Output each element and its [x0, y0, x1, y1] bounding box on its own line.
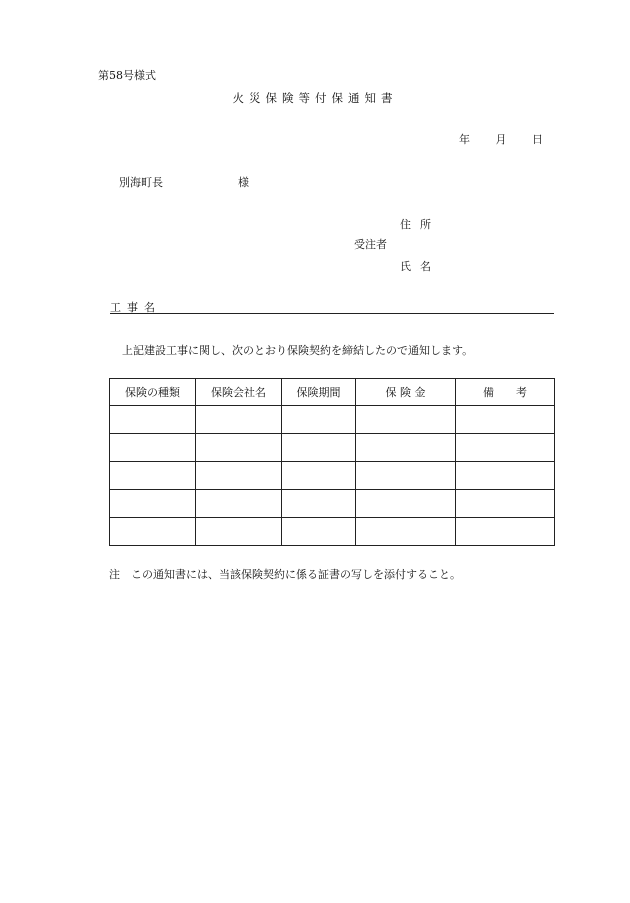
header-insurance-period: 保険期間: [282, 379, 356, 406]
table-cell[interactable]: [356, 518, 456, 546]
header-remarks: 備 考: [456, 379, 555, 406]
document-title: 火災保険等付保通知書: [232, 91, 398, 105]
table-cell[interactable]: [196, 406, 282, 434]
table-cell[interactable]: [456, 434, 555, 462]
table-row: [110, 490, 555, 518]
insurance-table: [109, 378, 555, 546]
contractor-address-label: 住所: [400, 218, 440, 231]
table-cell[interactable]: [456, 518, 555, 546]
notice-body-text: 上記建設工事に関し、次のとおり保険契約を締結したので通知します。: [122, 344, 474, 357]
table-cell[interactable]: [282, 490, 356, 518]
project-name-label: 工事名: [110, 301, 161, 314]
table-cell[interactable]: [282, 406, 356, 434]
table-cell[interactable]: [196, 434, 282, 462]
form-number: 第58号様式: [98, 69, 156, 82]
table-cell[interactable]: [196, 490, 282, 518]
addressee-name: 別海町長: [119, 176, 163, 189]
contractor-name-label: 氏名: [400, 260, 440, 273]
attachment-note: 注 この通知書には、当該保険契約に係る証書の写しを添付すること。: [109, 568, 461, 581]
table-row: [110, 462, 555, 490]
table-cell[interactable]: [110, 462, 196, 490]
table-cell[interactable]: [356, 406, 456, 434]
table-cell[interactable]: [196, 462, 282, 490]
table-cell[interactable]: [110, 518, 196, 546]
table-cell[interactable]: [356, 490, 456, 518]
table-row: [110, 406, 555, 434]
table-row: [110, 434, 555, 462]
table-cell[interactable]: [456, 490, 555, 518]
table-row: [110, 518, 555, 546]
table-cell[interactable]: [356, 434, 456, 462]
date-row: [459, 131, 543, 147]
table-cell[interactable]: [282, 518, 356, 546]
table-cell[interactable]: [110, 434, 196, 462]
table-cell[interactable]: [356, 462, 456, 490]
table-cell[interactable]: [282, 462, 356, 490]
contractor-label: 受注者: [354, 238, 387, 251]
addressee-honorific: 様: [238, 176, 249, 189]
date-day-label: 日: [532, 133, 543, 146]
table-cell[interactable]: [110, 490, 196, 518]
table-header-row: [110, 379, 555, 406]
table-cell[interactable]: [282, 434, 356, 462]
project-name-field[interactable]: [110, 299, 554, 314]
table-cell[interactable]: [196, 518, 282, 546]
date-year-label: 年: [459, 133, 470, 146]
table-cell[interactable]: [456, 462, 555, 490]
header-insured-amount: 保 険 金: [356, 379, 456, 406]
table-cell[interactable]: [110, 406, 196, 434]
header-insurance-company: 保険会社名: [196, 379, 282, 406]
date-month-label: 月: [495, 133, 507, 146]
header-insurance-type: 保険の種類: [110, 379, 196, 406]
table-cell[interactable]: [456, 406, 555, 434]
